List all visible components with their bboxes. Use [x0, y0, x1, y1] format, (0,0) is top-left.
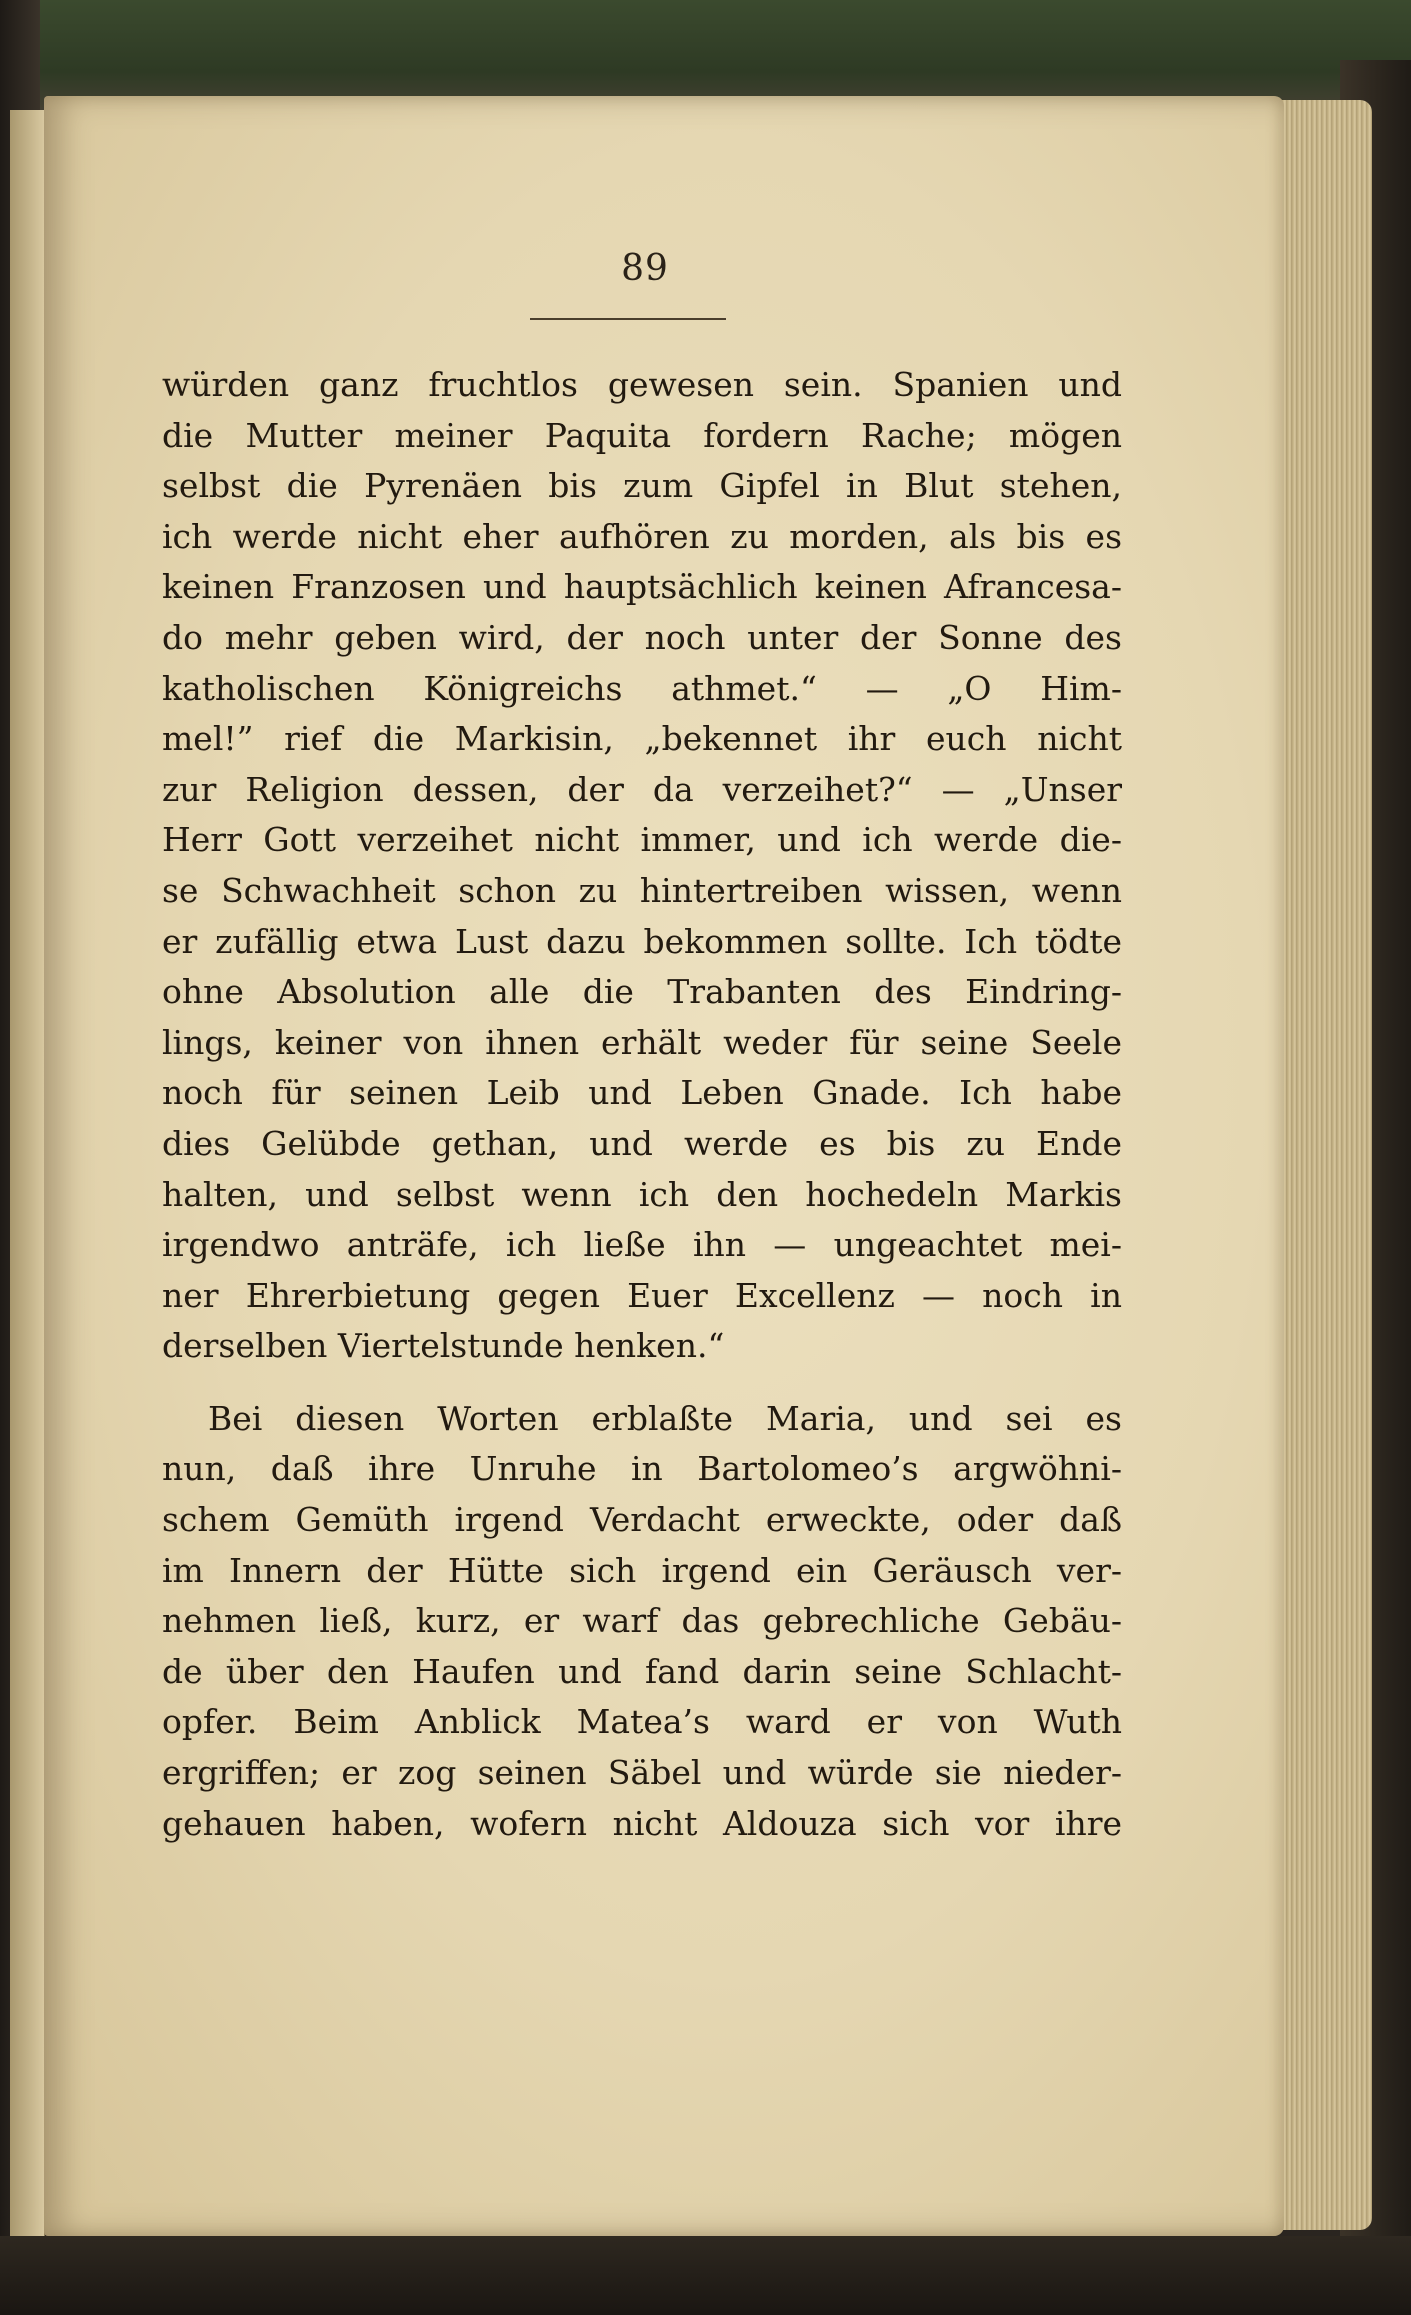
text-line: halten, und selbst wenn ich den hochedeln Markis [162, 1174, 1122, 1214]
text-line: ohne Absolution alle die Trabanten des Eindring- [162, 972, 1122, 1012]
text-line: er zufällig etwa Lust dazu bekommen sollte. Ich tödte [162, 921, 1122, 961]
text-line: Herr Gott verzeihet nicht immer, und ich werde die- [162, 820, 1122, 860]
background-bottom [0, 2236, 1411, 2315]
text-line: derselben Viertelstunde henken.“ [162, 1326, 725, 1366]
text-line: se Schwachheit schon zu hintertreiben wissen, wenn [162, 870, 1122, 910]
text-line: Bei diesen Worten erblaßte Maria, und sei es [208, 1398, 1122, 1438]
text-line: do mehr geben wird, der noch unter der Sonne des [162, 617, 1122, 657]
text-line: mel!” rief die Markisin, „bekennet ihr euch nicht [162, 719, 1122, 759]
text-line: ner Ehrerbietung gegen Euer Excellenz — noch in [162, 1275, 1122, 1315]
text-line: die Mutter meiner Paquita fordern Rache; mögen [162, 415, 1122, 455]
text-line: schem Gemüth irgend Verdacht erweckte, oder daß [162, 1500, 1122, 1540]
text-line: irgendwo anträfe, ich ließe ihn — ungeachtet mei- [162, 1225, 1122, 1265]
body-text [162, 360, 1122, 1849]
paragraph-gap [162, 1372, 1122, 1394]
text-line: nehmen ließ, kurz, er warf das gebrechliche Gebäu- [162, 1601, 1122, 1641]
previous-page-edge [10, 110, 45, 2280]
paragraph-1 [162, 360, 1122, 1372]
page-number: 89 [621, 248, 669, 289]
text-line: würden ganz fruchtlos gewesen sein. Spanien und [162, 365, 1122, 404]
header-rule [530, 318, 726, 320]
text-line: de über den Haufen und fand darin seine Schlacht- [162, 1651, 1122, 1691]
text-line: im Innern der Hütte sich irgend ein Geräusch ver- [162, 1550, 1122, 1590]
text-line: gehauen haben, wofern nicht Aldouza sich vor ihre [162, 1803, 1122, 1843]
text-line: opfer. Beim Anblick Matea’s ward er von Wuth [162, 1702, 1122, 1742]
text-line: dies Gelübde gethan, und werde es bis zu Ende [162, 1123, 1122, 1163]
text-line: ergriffen; er zog seinen Säbel und würde sie nieder- [162, 1753, 1122, 1793]
text-line: ich werde nicht eher aufhören zu morden, als bis es [162, 516, 1122, 556]
text-line: katholischen Königreichs athmet.“ — „O Him- [162, 668, 1122, 708]
paragraph-2 [162, 1394, 1122, 1849]
text-line: selbst die Pyrenäen bis zum Gipfel in Blut stehen, [162, 466, 1122, 506]
text-line: noch für seinen Leib und Leben Gnade. Ich habe [162, 1073, 1122, 1113]
text-line: lings, keiner von ihnen erhält weder für seine Seele [162, 1022, 1122, 1062]
text-line: zur Religion dessen, der da verzeihet?“ — „Unser [162, 769, 1122, 809]
text-line: nun, daß ihre Unruhe in Bartolomeo’s argwöhni- [162, 1449, 1122, 1489]
text-line: keinen Franzosen und hauptsächlich keinen Afrancesa- [162, 567, 1122, 607]
